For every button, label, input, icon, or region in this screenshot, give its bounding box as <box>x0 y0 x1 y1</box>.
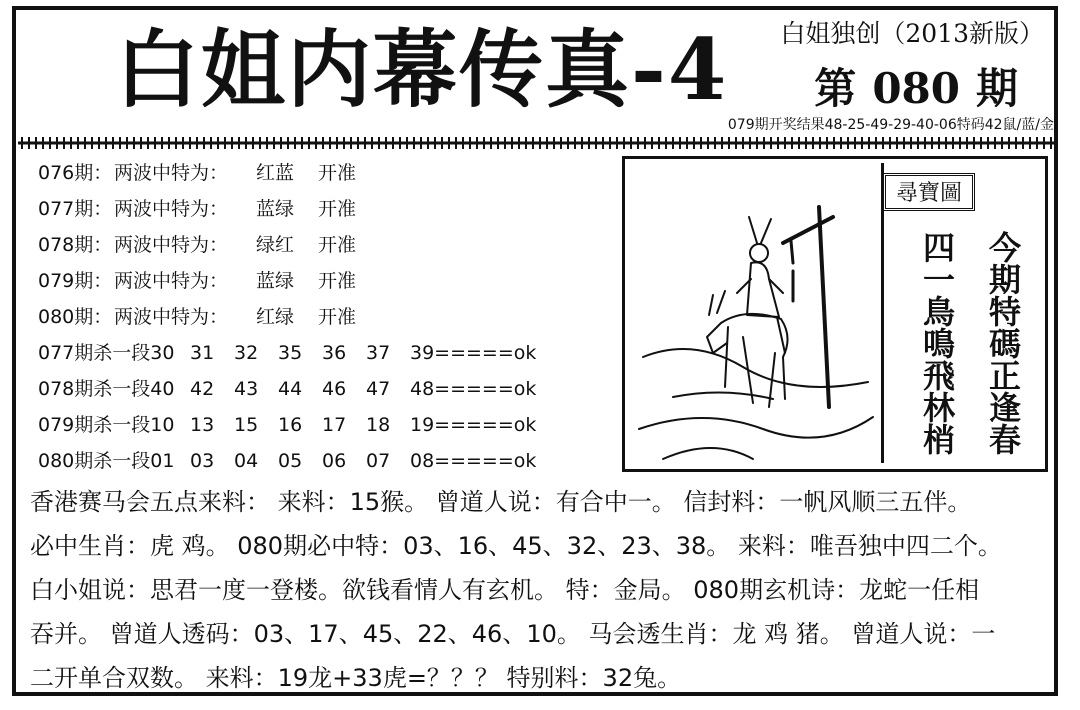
wave-row <box>38 191 598 227</box>
kill-label: 078期杀一段40 <box>38 378 175 400</box>
wave-value: 绿红 <box>256 234 295 256</box>
kill-number: 05 <box>278 450 303 472</box>
wave-row <box>38 155 598 191</box>
barbed-divider <box>18 136 1054 150</box>
tips-line: 吞并。 曾道人透码：03、17、45、22、46、10。 马会透生肖：龙 鸡 猪。 曾道人说：一 <box>30 620 996 648</box>
kill-number: 42 <box>190 378 215 400</box>
tips-line: 香港赛马会五点来料： 来料：15猴。 曾道人说：有合中一。 信封料：一帆风顺三五伴。 <box>30 488 972 516</box>
kill-number: 47 <box>366 378 391 400</box>
wave-period: 079期： <box>38 270 113 292</box>
kill-number: 35 <box>278 342 303 364</box>
issue-suffix: 期 <box>975 64 1018 113</box>
tips-line: 二开单合双数。 来料：19龙+33虎=？？？ 特别料：32兔。 <box>30 664 682 692</box>
kill-number: 04 <box>234 450 259 472</box>
wave-period: 078期： <box>38 234 113 256</box>
wave-claim: 两波中特为： <box>114 198 229 220</box>
kill-number: 46 <box>322 378 347 400</box>
wave-row <box>38 263 598 299</box>
kill-number: 13 <box>190 414 215 436</box>
wave-value: 蓝绿 <box>256 198 295 220</box>
kill-label: 080期杀一段01 <box>38 450 175 472</box>
kill-result: 08=====ok <box>410 450 537 472</box>
kill-row <box>38 443 598 479</box>
wave-value: 红蓝 <box>256 162 295 184</box>
wave-status: 开准 <box>318 234 357 256</box>
kill-number: 15 <box>234 414 259 436</box>
kill-label: 079期杀一段10 <box>38 414 175 436</box>
wave-value: 红绿 <box>256 306 295 328</box>
wave-row <box>38 299 598 335</box>
issue-prefix: 第 <box>814 64 857 113</box>
kill-row <box>38 371 598 407</box>
tips-paragraph <box>30 480 1048 700</box>
kill-number: 06 <box>322 450 347 472</box>
kill-row <box>38 335 598 371</box>
kill-number: 07 <box>366 450 391 472</box>
wave-claim: 两波中特为： <box>114 270 229 292</box>
poem-column: 四一鳥鳴飛林梢 <box>918 231 956 455</box>
tips-line: 必中生肖：虎 鸡。 080期必中特：03、16、45、32、23、38。 来料：唯吾独中四二个。 <box>30 532 1002 560</box>
kill-number: 32 <box>234 342 259 364</box>
wave-claim: 两波中特为： <box>114 162 229 184</box>
tips-line: 白小姐说：思君一度一登楼。欲钱看情人有玄机。 特：金局。 080期玄机诗：龙蛇一任相 <box>30 576 980 604</box>
kill-number: 44 <box>278 378 303 400</box>
treasure-map-title: 尋寶圖 <box>883 173 975 211</box>
kill-result: 39=====ok <box>410 342 537 364</box>
kill-result: 19=====ok <box>410 414 537 436</box>
brand-label: 白姐独创（2013新版） <box>780 19 1044 48</box>
wave-status: 开准 <box>318 306 357 328</box>
wave-period: 080期： <box>38 306 113 328</box>
wave-claim: 两波中特为： <box>114 306 229 328</box>
kill-number: 17 <box>322 414 347 436</box>
kill-number: 31 <box>190 342 215 364</box>
wave-status: 开准 <box>318 198 357 220</box>
prediction-list <box>38 155 598 479</box>
kill-number: 16 <box>278 414 303 436</box>
kill-row <box>38 407 598 443</box>
page-title: 白姐内幕传真-4 <box>115 20 729 119</box>
previous-results: 079期开奖结果48-25-49-29-40-06特码42鼠/蓝/金 <box>727 117 1054 133</box>
issue-value: 080 <box>872 64 960 113</box>
poem-column: 今期特碼正逢春 <box>984 231 1022 455</box>
kill-number: 43 <box>234 378 259 400</box>
kill-result: 48=====ok <box>410 378 537 400</box>
kill-number: 03 <box>190 450 215 472</box>
treasure-map-panel <box>622 156 1048 472</box>
wave-status: 开准 <box>318 270 357 292</box>
wave-row <box>38 227 598 263</box>
wave-value: 蓝绿 <box>256 270 295 292</box>
wave-status: 开准 <box>318 162 357 184</box>
kill-number: 37 <box>366 342 391 364</box>
wave-period: 077期： <box>38 198 113 220</box>
kill-number: 36 <box>322 342 347 364</box>
issue-number <box>814 56 1018 116</box>
kill-number: 18 <box>366 414 391 436</box>
wave-claim: 两波中特为： <box>114 234 229 256</box>
rider-illustration <box>633 167 877 463</box>
kill-label: 077期杀一段30 <box>38 342 175 364</box>
wave-period: 076期： <box>38 162 113 184</box>
